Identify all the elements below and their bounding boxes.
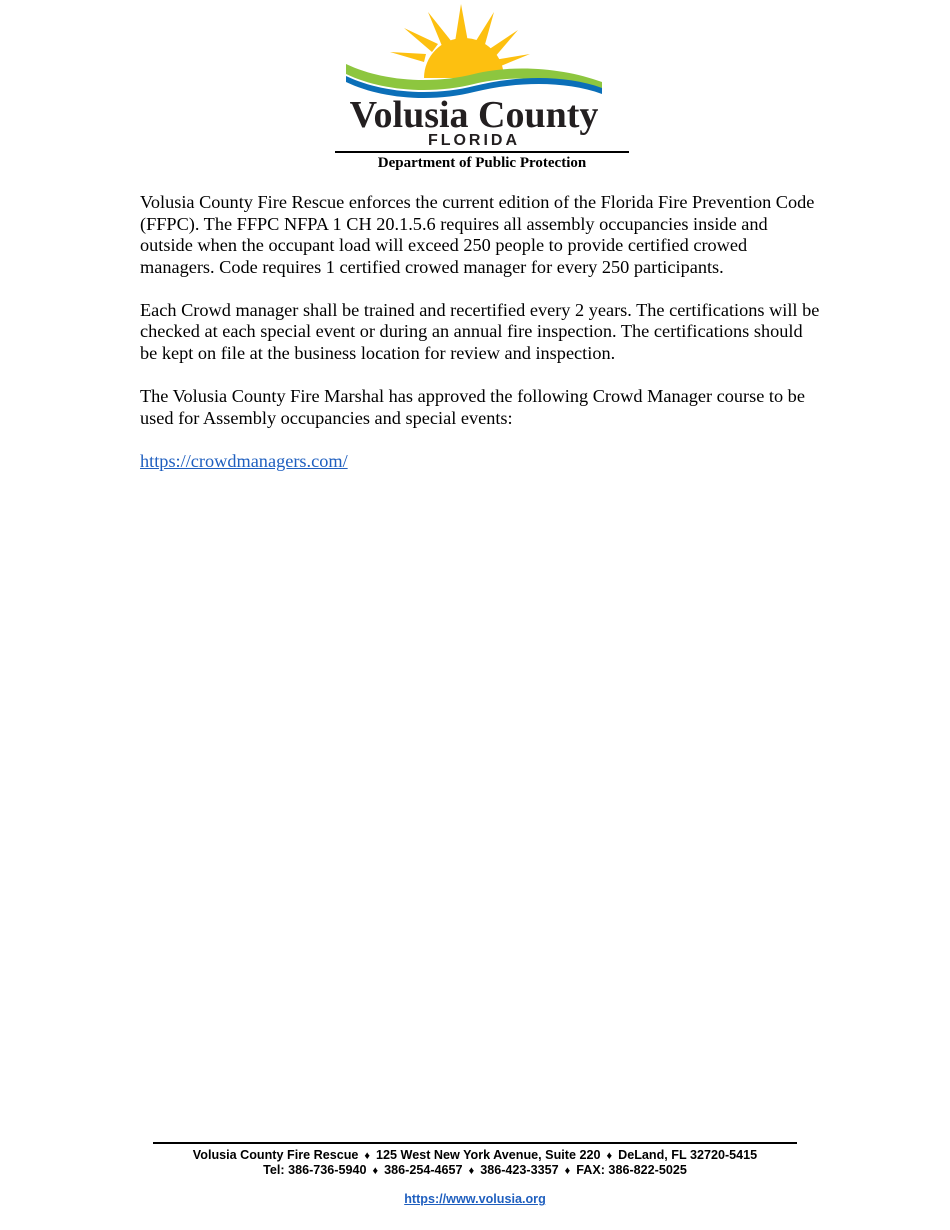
paragraph-approved-course: The Volusia County Fire Marshal has approved the following Crowd Manager course to be used for Assembly occupancies and special events: xyxy=(140,385,805,428)
footer-tel: Tel: 386-736-5940 xyxy=(263,1163,367,1177)
footer-website-line xyxy=(100,1192,850,1207)
footer-fax: FAX: 386-822-5025 xyxy=(576,1163,687,1177)
footer-address-line xyxy=(100,1148,850,1164)
crowd-managers-link[interactable]: https://crowdmanagers.com/ xyxy=(140,450,348,471)
paragraph-recertification: Each Crowd manager shall be trained and recertified every 2 years. The certifications will be checked at each special event or during an annual fire inspection. The certifications should be kept on file at the business location for review and inspection. xyxy=(140,299,820,363)
footer-org: Volusia County Fire Rescue xyxy=(192,1148,359,1162)
diamond-separator-icon: ♦ xyxy=(468,1165,475,1177)
footer-street: 125 West New York Avenue, Suite 220 xyxy=(376,1148,601,1162)
footer-phone-2: 386-254-4657 xyxy=(384,1163,463,1177)
logo-state: FLORIDA xyxy=(427,132,521,148)
diamond-separator-icon: ♦ xyxy=(372,1165,379,1177)
footer-phone-line xyxy=(100,1163,850,1179)
volusia-county-logo xyxy=(344,2,606,148)
logo-wordmark: Volusia County xyxy=(349,94,599,136)
diamond-separator-icon: ♦ xyxy=(564,1165,571,1177)
footer-phone-3: 386-423-3357 xyxy=(480,1163,559,1177)
header-divider xyxy=(335,151,629,153)
paragraph-fire-code: Volusia County Fire Rescue enforces the current edition of the Florida Fire Prevention Code (FFPC). The FFPC NFPA 1 CH 20.1.5.6 requires all assembly occupancies inside and outside when the occupant load will exceed 250 people to provide certified crowed managers. Code requires 1 certified crowed manager for every 250 participants. xyxy=(140,192,815,277)
footer-city: DeLand, FL 32720-5415 xyxy=(618,1148,758,1162)
document-body xyxy=(140,192,820,494)
crowd-managers-link-line xyxy=(140,451,820,473)
diamond-separator-icon: ♦ xyxy=(606,1150,613,1162)
diamond-separator-icon: ♦ xyxy=(364,1150,371,1162)
department-title: Department of Public Protection xyxy=(377,155,587,171)
footer-divider xyxy=(153,1142,797,1144)
footer-website-link[interactable]: https://www.volusia.org xyxy=(404,1192,546,1206)
